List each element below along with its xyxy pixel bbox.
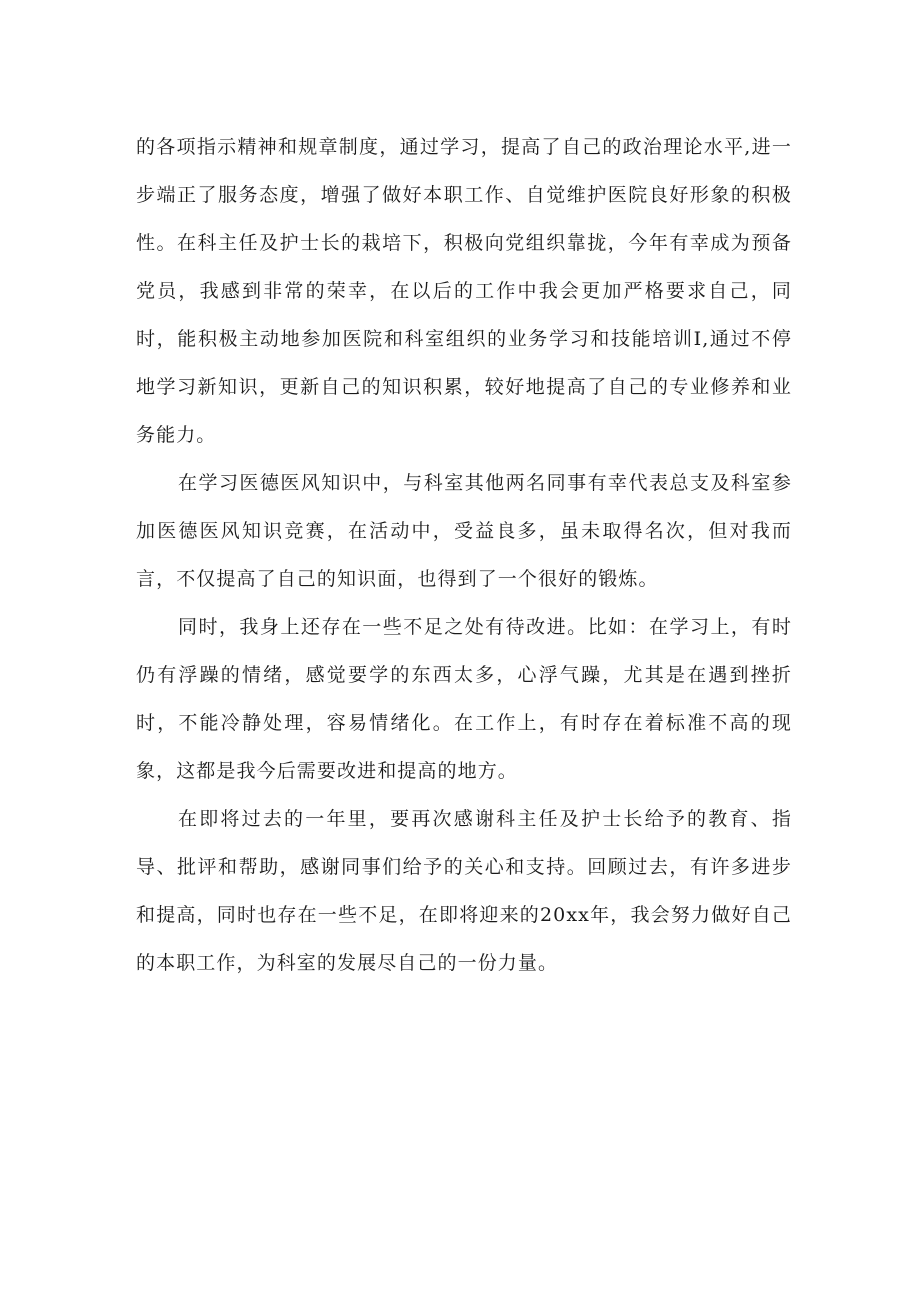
document-body [136, 123, 792, 987]
paragraph-shortcomings: 同时，我身上还存在一些不足之处有待改进。比如：在学习上，有时仍有浮躁的情绪，感觉要学的东西太多，心浮气躁，尤其是在遇到挫折时，不能冷静处理，容易情绪化。在工作上，有时存在着标准不高的现象，这都是我今后需要改进和提高的地方。 [136, 616, 792, 782]
paragraph-thanks: 在即将过去的一年里，要再次感谢科主任及护士长给予的教育、指导、批评和帮助，感谢同事们给予的关心和支持。回顾过去，有许多进步和提高，同时也存在一些不足，在即将迎来的20xx年，我会努力做好自己的本职工作，为科室的发展尽自己的一份力量。 [136, 808, 792, 974]
paragraph-medical-ethics: 在学习医德医风知识中，与科室其他两名同事有幸代表总支及科室参加医德医风知识竞赛，在活动中，受益良多，虽未取得名次，但对我而言，不仅提高了自己的知识面，也得到了一个很好的锻炼。 [136, 472, 792, 590]
paragraph-continued: 的各项指示精神和规章制度，通过学习，提高了自己的政治理论水平,进一步端正了服务态度，增强了做好本职工作、自觉维护医院良好形象的积极性。在科主任及护士长的栽培下，积极向党组织靠拢，今年有幸成为预备党员，我感到非常的荣幸，在以后的工作中我会更加严格要求自己，同时，能积极主动地参加医院和科室组织的业务学习和技能培训I,通过不停地学习新知识，更新自己的知识积累，较好地提高了自己的专业修养和业务能力。 [136, 136, 792, 446]
